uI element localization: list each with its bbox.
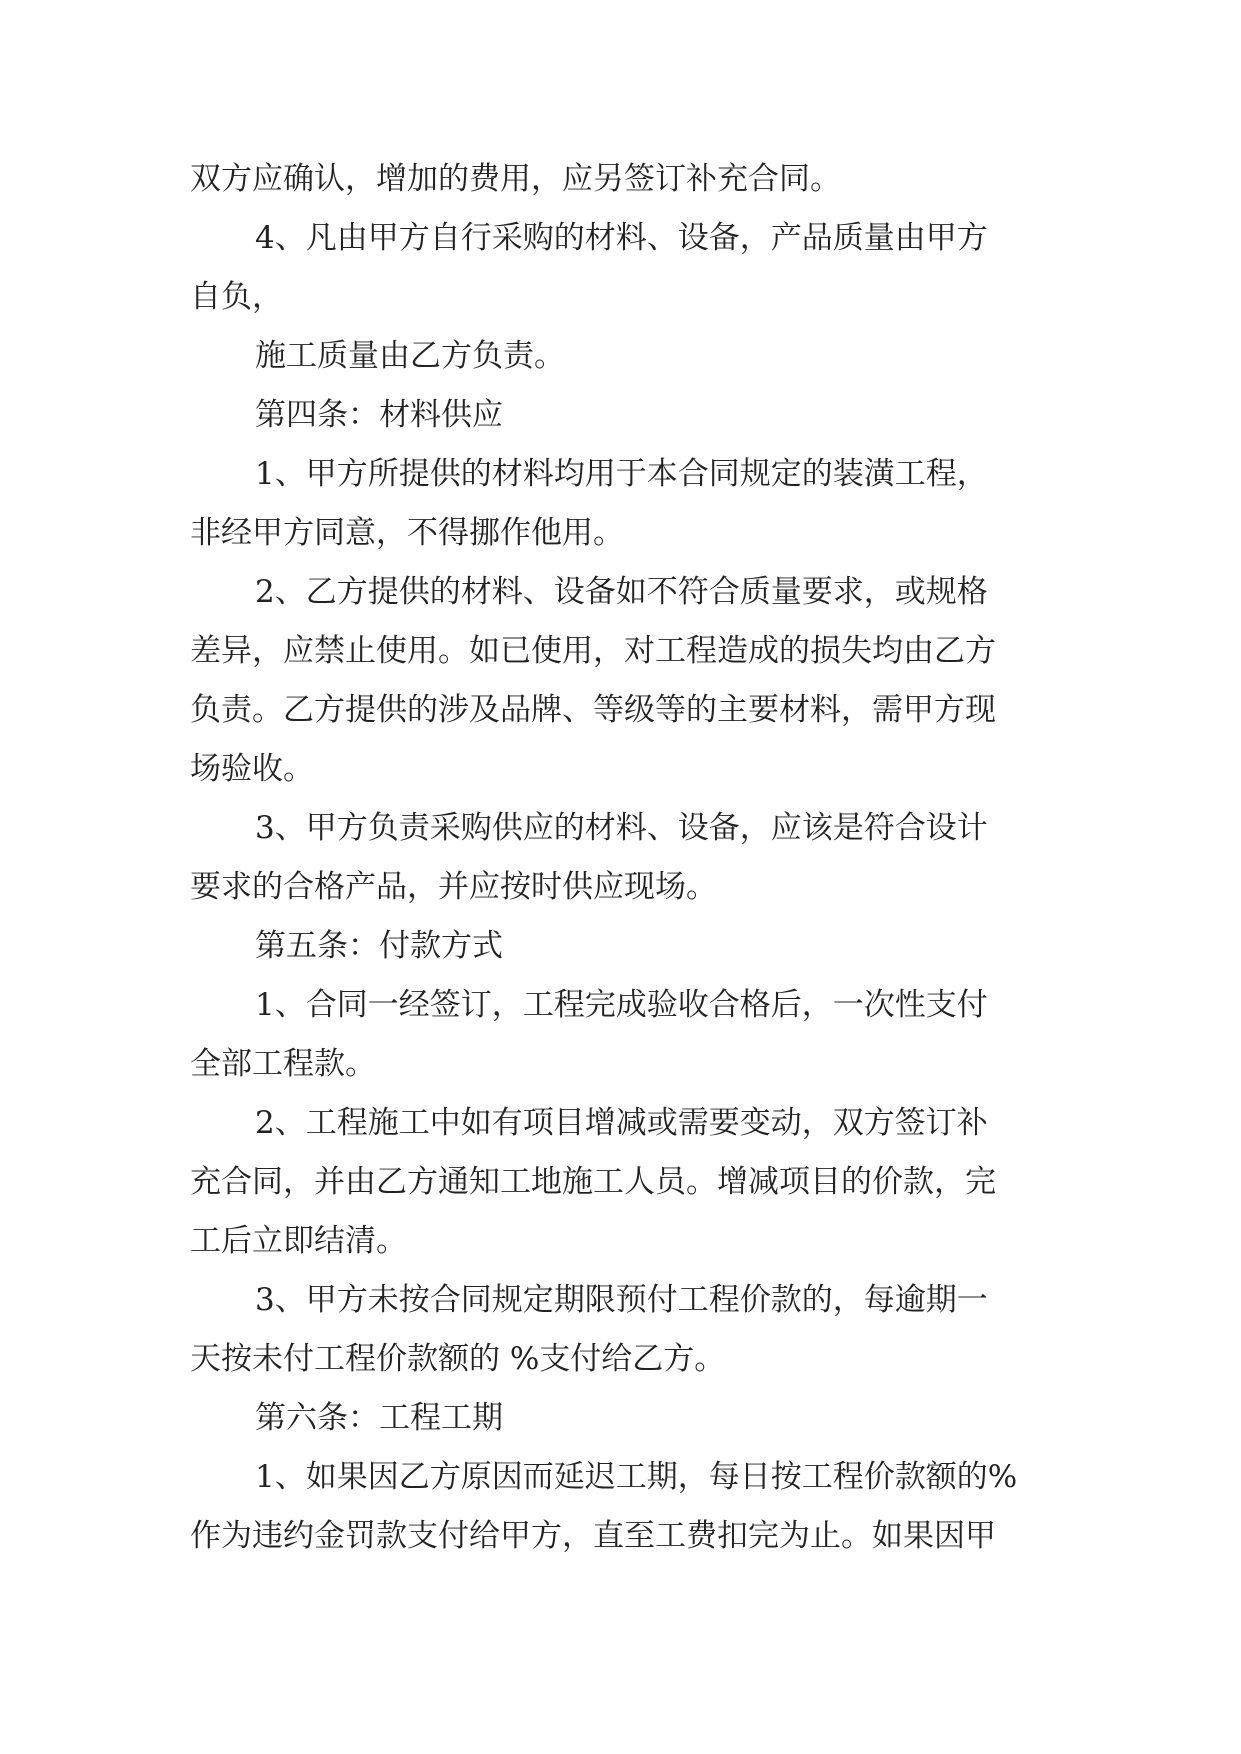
section-heading-article-4: 第四条：材料供应 <box>255 397 503 433</box>
paragraph-article-4-item-1: 1、甲方所提供的材料均用于本合同规定的装潢工程， 非经甲方同意，不得挪作他用。 <box>190 456 988 551</box>
paragraph-article-5-item-2: 2、工程施工中如有项目增减或需要变动，双方签订补 充合同，并由乙方通知工地施工人员。增减项目的价款，完 工后立即结清。 <box>190 1105 996 1259</box>
paragraph-article-4-item-2: 2、乙方提供的材料、设备如不符合质量要求，或规格 差异，应禁止使用。如已使用，对工程造成的损失均由乙方 负责。乙方提供的涉及品牌、等级等的主要材料，需甲方现 场验收。 <box>190 574 996 787</box>
paragraph-article-6-item-1: 1、如果因乙方原因而延迟工期，每日按工程价款额的% 作为违约金罚款支付给甲方，直至工费扣完为止。如果因甲 <box>190 1459 1018 1554</box>
paragraph-clause-3-item-4: 4、凡由甲方自行采购的材料、设备，产品质量由甲方 自负， <box>190 220 988 315</box>
paragraph-construction-quality: 施工质量由乙方负责。 <box>255 338 565 374</box>
paragraph-article-4-item-3: 3、甲方负责采购供应的材料、设备，应该是符合设计 要求的合格产品，并应按时供应现场。 <box>190 810 988 905</box>
section-heading-article-5: 第五条：付款方式 <box>255 928 503 964</box>
paragraph-article-5-item-1: 1、合同一经签订，工程完成验收合格后，一次性支付 全部工程款。 <box>190 987 988 1082</box>
paragraph-continuation: 双方应确认，增加的费用，应另签订补充合同。 <box>190 161 841 197</box>
section-heading-article-6: 第六条：工程工期 <box>255 1400 503 1436</box>
document-body <box>190 150 1060 1566</box>
paragraph-article-5-item-3: 3、甲方未按合同规定期限预付工程价款的，每逾期一 天按未付工程价款额的 %支付给乙方。 <box>190 1282 988 1377</box>
